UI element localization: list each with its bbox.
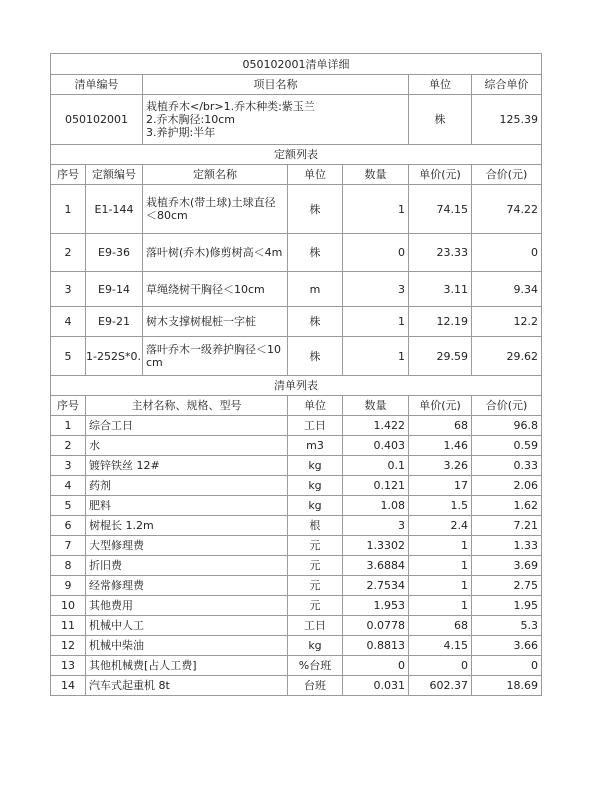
material-price: 68 — [409, 416, 472, 436]
material-unit: 工日 — [288, 616, 343, 636]
material-section-title-row — [51, 376, 542, 396]
material-unit: 元 — [288, 536, 343, 556]
material-name: 水 — [86, 436, 288, 456]
table-row — [51, 496, 542, 516]
material-seq: 6 — [51, 516, 86, 536]
material-price: 602.37 — [409, 676, 472, 696]
quota-qty: 1 — [343, 185, 409, 234]
table-row — [51, 456, 542, 476]
quota-price: 29.59 — [409, 337, 472, 376]
material-total: 1.33 — [472, 536, 542, 556]
material-price: 1 — [409, 536, 472, 556]
material-unit: 元 — [288, 596, 343, 616]
table-row — [51, 272, 542, 307]
quota-code: E9-21 — [86, 307, 143, 337]
quota-code: E9-36 — [86, 234, 143, 272]
quota-seq: 2 — [51, 234, 86, 272]
material-name: 汽车式起重机 8t — [86, 676, 288, 696]
material-seq: 10 — [51, 596, 86, 616]
material-total: 2.75 — [472, 576, 542, 596]
material-total: 1.62 — [472, 496, 542, 516]
material-price: 2.4 — [409, 516, 472, 536]
item-name-header: 项目名称 — [143, 75, 409, 95]
material-seq: 5 — [51, 496, 86, 516]
quota-code: 1-252S*0. — [86, 337, 143, 376]
material-qty: 2.7534 — [343, 576, 409, 596]
material-name: 镀锌铁丝 12# — [86, 456, 288, 476]
quota-qty: 0 — [343, 234, 409, 272]
material-unit: kg — [288, 476, 343, 496]
quota-name: 草绳绕树干胸径＜10cm — [143, 272, 288, 307]
title-row — [51, 54, 542, 75]
table-row — [51, 337, 542, 376]
item-name — [143, 95, 409, 145]
quota-name: 落叶树(乔木)修剪树高＜4m — [143, 234, 288, 272]
material-name: 经常修理费 — [86, 576, 288, 596]
quota-unit-header: 单位 — [288, 165, 343, 185]
material-qty-header: 数量 — [343, 396, 409, 416]
bill-header-row — [51, 75, 542, 95]
material-qty: 0.121 — [343, 476, 409, 496]
material-header-row — [51, 396, 542, 416]
material-qty: 1.422 — [343, 416, 409, 436]
quota-name-header: 定额名称 — [143, 165, 288, 185]
material-seq: 11 — [51, 616, 86, 636]
material-name: 其他机械费[占人工费] — [86, 656, 288, 676]
material-seq-header: 序号 — [51, 396, 86, 416]
quota-price: 74.15 — [409, 185, 472, 234]
quota-unit: 株 — [288, 307, 343, 337]
material-unit: 根 — [288, 516, 343, 536]
material-price: 1.46 — [409, 436, 472, 456]
quota-qty: 1 — [343, 307, 409, 337]
bill-code: 050102001 — [51, 95, 143, 145]
quota-total: 29.62 — [472, 337, 542, 376]
table-row — [51, 476, 542, 496]
unit-price-header: 综合单价 — [472, 75, 542, 95]
material-price: 68 — [409, 616, 472, 636]
material-qty: 0.1 — [343, 456, 409, 476]
material-seq: 2 — [51, 436, 86, 456]
material-total: 7.21 — [472, 516, 542, 536]
material-name: 其他费用 — [86, 596, 288, 616]
material-price: 1 — [409, 556, 472, 576]
material-total: 1.95 — [472, 596, 542, 616]
quota-code: E1-144 — [86, 185, 143, 234]
table-row — [51, 676, 542, 696]
quota-seq: 3 — [51, 272, 86, 307]
material-section-title: 清单列表 — [51, 376, 542, 396]
material-total: 18.69 — [472, 676, 542, 696]
material-total: 96.8 — [472, 416, 542, 436]
material-unit-header: 单位 — [288, 396, 343, 416]
material-unit: 台班 — [288, 676, 343, 696]
material-price: 17 — [409, 476, 472, 496]
material-qty: 1.953 — [343, 596, 409, 616]
quota-code-header: 定额编号 — [86, 165, 143, 185]
material-price: 1 — [409, 576, 472, 596]
table-row — [51, 556, 542, 576]
quota-seq: 1 — [51, 185, 86, 234]
table-row — [51, 656, 542, 676]
material-unit: kg — [288, 636, 343, 656]
quota-unit: 株 — [288, 185, 343, 234]
material-seq: 12 — [51, 636, 86, 656]
quota-price: 3.11 — [409, 272, 472, 307]
quota-name: 落叶乔木一级养护胸径＜10cm — [143, 337, 288, 376]
item-name-line-2: 2.乔木胸径:10cm — [146, 113, 235, 126]
material-price: 1.5 — [409, 496, 472, 516]
table-row — [51, 516, 542, 536]
material-name-header: 主材名称、规格、型号 — [86, 396, 288, 416]
quota-price: 12.19 — [409, 307, 472, 337]
material-price: 0 — [409, 656, 472, 676]
material-unit: m3 — [288, 436, 343, 456]
quota-name: 栽植乔木(带土球)土球直径＜80cm — [143, 185, 288, 234]
quota-code: E9-14 — [86, 272, 143, 307]
material-seq: 9 — [51, 576, 86, 596]
quota-name: 树木支撑树棍桩一字桩 — [143, 307, 288, 337]
bill-code-header: 清单编号 — [51, 75, 143, 95]
material-qty: 0.403 — [343, 436, 409, 456]
bill-detail-table — [50, 53, 542, 696]
material-qty: 0 — [343, 656, 409, 676]
material-name: 树棍长 1.2m — [86, 516, 288, 536]
material-seq: 14 — [51, 676, 86, 696]
quota-total: 9.34 — [472, 272, 542, 307]
material-name: 综合工日 — [86, 416, 288, 436]
material-name: 机械中柴油 — [86, 636, 288, 656]
material-unit: kg — [288, 456, 343, 476]
table-row — [51, 234, 542, 272]
table-row — [51, 616, 542, 636]
material-total: 0 — [472, 656, 542, 676]
material-qty: 3.6884 — [343, 556, 409, 576]
material-price: 4.15 — [409, 636, 472, 656]
table-row — [51, 436, 542, 456]
material-name: 肥料 — [86, 496, 288, 516]
material-qty: 3 — [343, 516, 409, 536]
material-unit: %台班 — [288, 656, 343, 676]
quota-unit: 株 — [288, 234, 343, 272]
material-name: 大型修理费 — [86, 536, 288, 556]
quota-seq-header: 序号 — [51, 165, 86, 185]
table-title: 050102001清单详细 — [51, 54, 542, 75]
item-name-line-1: 栽植乔木</br>1.乔木种类:紫玉兰 — [146, 100, 315, 113]
material-price: 1 — [409, 596, 472, 616]
material-qty: 0.0778 — [343, 616, 409, 636]
material-seq: 7 — [51, 536, 86, 556]
table-row — [51, 596, 542, 616]
quota-seq: 4 — [51, 307, 86, 337]
unit-header: 单位 — [409, 75, 472, 95]
material-seq: 8 — [51, 556, 86, 576]
material-seq: 1 — [51, 416, 86, 436]
quota-section-title: 定额列表 — [51, 145, 542, 165]
table-row — [51, 307, 542, 337]
material-name: 折旧费 — [86, 556, 288, 576]
quota-section-title-row — [51, 145, 542, 165]
table-row — [51, 536, 542, 556]
material-unit: 工日 — [288, 416, 343, 436]
material-total: 2.06 — [472, 476, 542, 496]
material-total: 3.66 — [472, 636, 542, 656]
quota-total: 0 — [472, 234, 542, 272]
material-unit: kg — [288, 496, 343, 516]
material-seq: 4 — [51, 476, 86, 496]
table-row — [51, 636, 542, 656]
quota-unit: m — [288, 272, 343, 307]
quota-header-row — [51, 165, 542, 185]
quota-total-header: 合价(元) — [472, 165, 542, 185]
material-price: 3.26 — [409, 456, 472, 476]
table-row — [51, 185, 542, 234]
quota-qty-header: 数量 — [343, 165, 409, 185]
quota-price-header: 单价(元) — [409, 165, 472, 185]
quota-seq: 5 — [51, 337, 86, 376]
quota-total: 74.22 — [472, 185, 542, 234]
material-total: 0.59 — [472, 436, 542, 456]
material-name: 药剂 — [86, 476, 288, 496]
item-name-line-3: 3.养护期:半年 — [146, 126, 216, 139]
material-unit: 元 — [288, 556, 343, 576]
item-unit: 株 — [409, 95, 472, 145]
material-total: 3.69 — [472, 556, 542, 576]
material-name: 机械中人工 — [86, 616, 288, 636]
item-price: 125.39 — [472, 95, 542, 145]
material-total: 5.3 — [472, 616, 542, 636]
quota-unit: 株 — [288, 337, 343, 376]
material-qty: 0.8813 — [343, 636, 409, 656]
material-seq: 3 — [51, 456, 86, 476]
quota-qty: 1 — [343, 337, 409, 376]
quota-price: 23.33 — [409, 234, 472, 272]
material-total-header: 合价(元) — [472, 396, 542, 416]
table-row — [51, 416, 542, 436]
material-qty: 0.031 — [343, 676, 409, 696]
quota-total: 12.2 — [472, 307, 542, 337]
material-unit: 元 — [288, 576, 343, 596]
material-seq: 13 — [51, 656, 86, 676]
table-row — [51, 576, 542, 596]
material-qty: 1.08 — [343, 496, 409, 516]
quota-qty: 3 — [343, 272, 409, 307]
material-price-header: 单价(元) — [409, 396, 472, 416]
material-total: 0.33 — [472, 456, 542, 476]
bill-item-row — [51, 95, 542, 145]
material-qty: 1.3302 — [343, 536, 409, 556]
